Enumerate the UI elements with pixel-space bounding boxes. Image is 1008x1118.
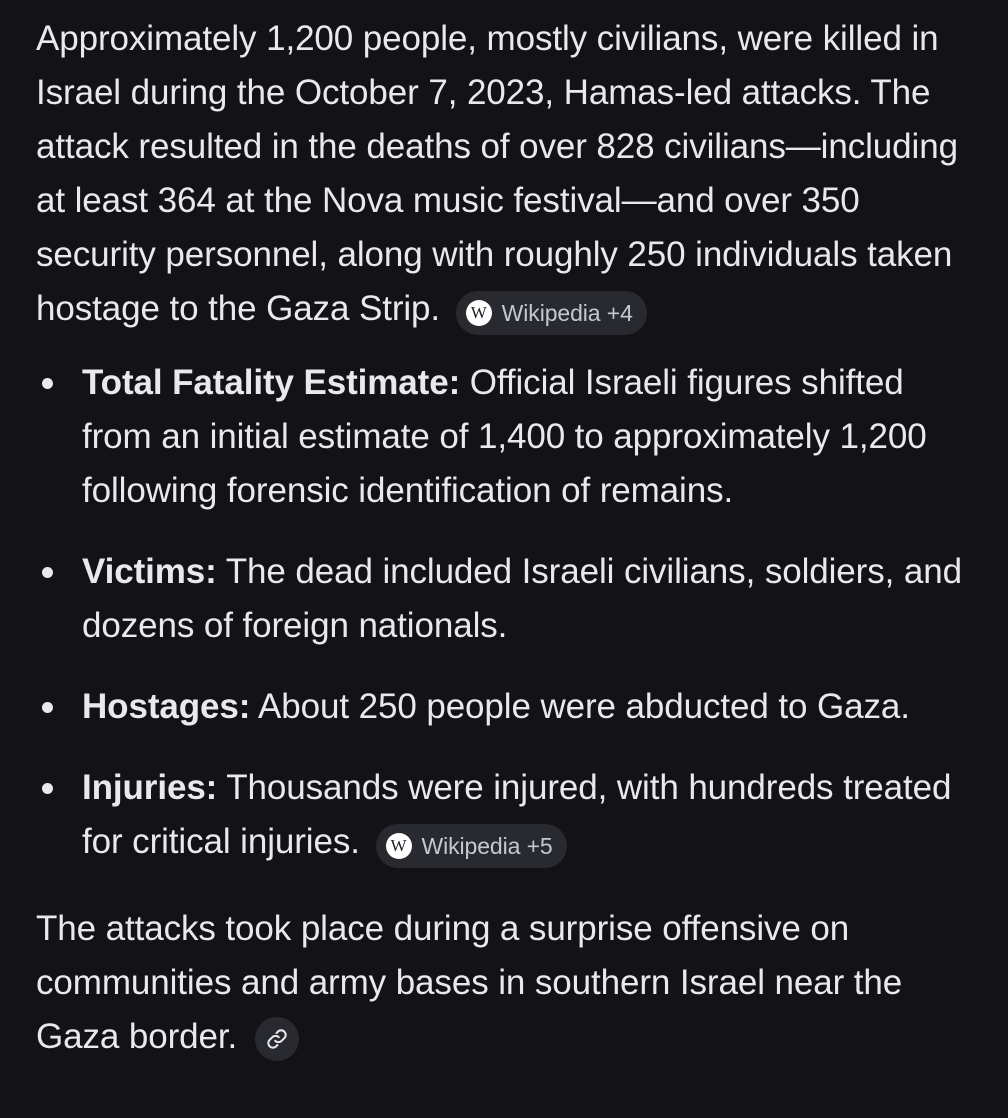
bullet-dot <box>42 567 53 578</box>
bullet-dot <box>42 783 53 794</box>
list-item-victims <box>36 545 966 653</box>
list-item-label: Hostages: <box>82 687 251 726</box>
source-chip-label: Wikipedia +4 <box>501 300 633 326</box>
response-content <box>36 12 966 1064</box>
list-item-label: Victims: <box>82 552 217 591</box>
list-item-total-fatality <box>36 356 966 518</box>
closing-paragraph <box>36 902 966 1064</box>
list-item-text: About 250 people were abducted to Gaza. <box>258 687 910 726</box>
source-chip-label: Wikipedia +5 <box>421 833 553 859</box>
list-item-text: The dead included Israeli civilians, soldiers, and dozens of foreign nationals. <box>82 552 962 645</box>
list-item-text: Thousands were injured, with hundreds treated for critical injuries. <box>82 768 952 861</box>
list-item-hostages <box>36 680 966 734</box>
source-chip-intro[interactable] <box>456 291 647 335</box>
wikipedia-icon: W <box>386 833 412 859</box>
source-link-button[interactable] <box>255 1017 299 1061</box>
fact-list <box>36 356 966 869</box>
bullet-dot <box>42 378 53 389</box>
list-item-label: Total Fatality Estimate: <box>82 363 461 402</box>
list-item-text: Official Israeli figures shifted from an initial estimate of 1,400 to approximately 1,200 following forensic identification of remains. <box>82 363 927 510</box>
intro-text: Approximately 1,200 people, mostly civilians, were killed in Israel during the October 7, 2023, Hamas-led attacks. The attack resulted in the deaths of over 828 civilians—including at least 364 at the Nova music festival—and over 350 security personnel, along with roughly 250 individuals taken hostage to the Gaza Strip. <box>36 19 958 328</box>
bullet-dot <box>42 702 53 713</box>
link-icon <box>266 1028 288 1050</box>
source-chip-injuries[interactable] <box>376 824 567 868</box>
list-item-label: Injuries: <box>82 768 218 807</box>
wikipedia-icon: W <box>466 300 492 326</box>
closing-text: The attacks took place during a surprise offensive on communities and army bases in southern Israel near the Gaza border. <box>36 909 903 1056</box>
intro-paragraph <box>36 12 966 336</box>
list-item-injuries <box>36 761 966 869</box>
